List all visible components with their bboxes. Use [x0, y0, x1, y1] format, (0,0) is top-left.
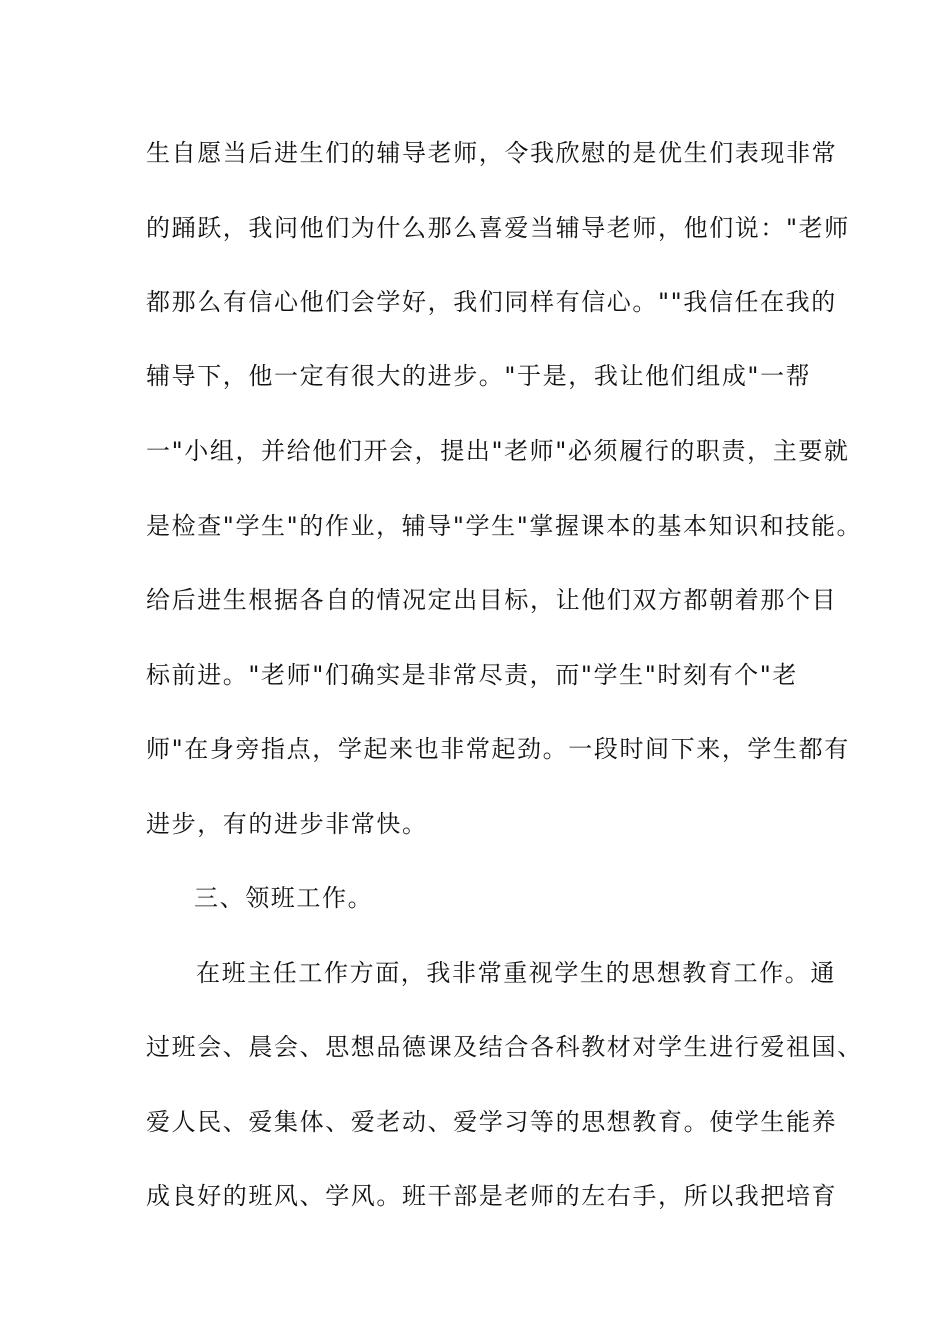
text-line: 都那么有信心他们会学好，我们同样有信心。""我信任在我的 — [146, 288, 837, 316]
text-line: 辅导下，他一定有很大的进步。"于是，我让他们组成"一帮 — [146, 362, 812, 390]
text-line: 成良好的班风、学风。班干部是老师的左右手，所以我把培育 — [146, 1182, 838, 1210]
text-line: 师"在身旁指点，学起来也非常起劲。一段时间下来，学生都有 — [146, 735, 850, 763]
text-line: 生自愿当后进生们的辅导老师，令我欣慰的是优生们表现非常 — [146, 139, 838, 167]
text-line: 在班主任工作方面，我非常重视学生的思想教育工作。通 — [196, 959, 836, 987]
text-line: 给后进生根据各自的情况定出目标，让他们双方都朝着那个目 — [146, 586, 838, 614]
text-line: 进步，有的进步非常快。 — [146, 810, 428, 838]
text-line: 一"小组，并给他们开会，提出"老师"必须履行的职责，主要就 — [146, 437, 850, 465]
text-line: 过班会、晨会、思想品德课及结合各科教材对学生进行爱祖国、 — [146, 1033, 863, 1061]
section-heading: 三、领班工作。 — [194, 884, 374, 912]
text-line: 爱人民、爱集体、爱老动、爱学习等的思想教育。使学生能养 — [146, 1108, 838, 1136]
text-line: 的踊跃，我问他们为什么那么喜爱当辅导老师，他们说："老师 — [146, 214, 850, 242]
text-line: 标前进。"老师"们确实是非常尽责，而"学生"时刻有个"老 — [146, 661, 798, 689]
text-line: 是检查"学生"的作业，辅导"学生"掌握课本的基本知识和技能。 — [146, 512, 863, 540]
